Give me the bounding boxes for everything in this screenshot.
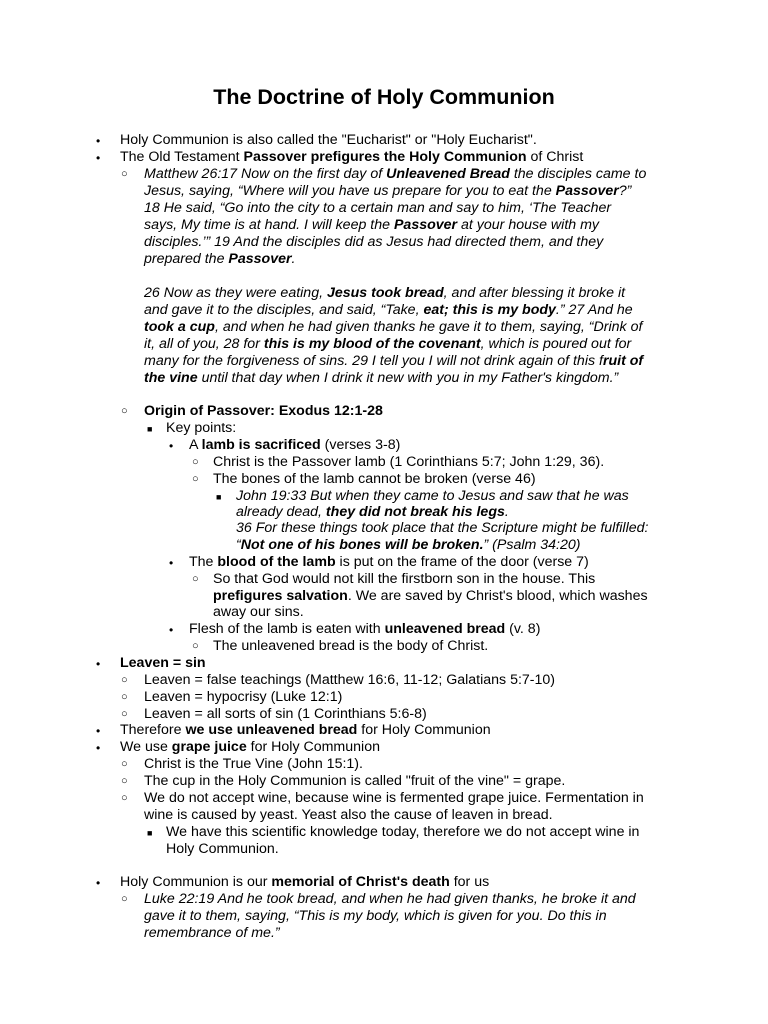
list-item: Holy Communion. (166, 841, 279, 857)
list-item: A lamb is sacrificed (verses 3-8) (189, 437, 401, 453)
quote-line: prepared the Passover. (144, 251, 296, 267)
quote-line: 26 Now as they were eating, Jesus took bread, and after blessing it broke it (144, 285, 626, 301)
page-title: The Doctrine of Holy Communion (213, 85, 555, 109)
list-item: We have this scientific knowledge today, therefore we do not accept wine in (166, 824, 640, 840)
bullet-marker: • (169, 623, 174, 637)
list-item: So that God would not kill the firstborn son in the house. This (213, 571, 596, 587)
quote-line: it, all of you, 28 for this is my blood of the covenant, which is poured out for (144, 336, 632, 352)
circle-marker: ○ (121, 893, 128, 905)
list-item: We do not accept wine, because wine is fermented grape juice. Fermentation in (144, 790, 644, 806)
bullet-marker: • (96, 724, 101, 738)
bullet-marker: • (169, 556, 174, 570)
circle-marker: ○ (121, 758, 128, 770)
list-item: The blood of the lamb is put on the frame of the door (verse 7) (189, 554, 589, 570)
quote-line: 18 He said, “Go into the city to a certain man and say to him, ‘The Teacher (144, 200, 612, 216)
circle-marker: ○ (192, 640, 199, 652)
bullet-marker: • (96, 876, 101, 890)
quote-line: “Not one of his bones will be broken.” (Psalm 34:20) (236, 537, 581, 553)
circle-marker: ○ (121, 405, 128, 417)
circle-marker: ○ (192, 473, 199, 485)
quote-line: remembrance of me.” (144, 925, 280, 941)
section-heading: Origin of Passover: Exodus 12:1-28 (144, 403, 383, 419)
circle-marker: ○ (121, 168, 128, 180)
quote-line: many for the forgiveness of sins. 29 I tell you I will not drink again of this fruit of (144, 353, 644, 369)
list-item: Key points: (166, 420, 237, 436)
list-item: We use grape juice for Holy Communion (120, 739, 380, 755)
circle-marker: ○ (121, 775, 128, 787)
bullet-marker: • (96, 657, 101, 671)
circle-marker: ○ (192, 456, 199, 468)
bullet-marker: • (96, 134, 101, 148)
quote-line: already dead, they did not break his legs. (236, 504, 509, 520)
circle-marker: ○ (121, 792, 128, 804)
list-item: Holy Communion is our memorial of Christ's death for us (120, 874, 490, 890)
bullet-marker: • (96, 151, 101, 165)
circle-marker: ○ (121, 708, 128, 720)
list-item: Therefore we use unleavened bread for Holy Communion (120, 722, 491, 738)
quote-line: Matthew 26:17 Now on the first day of Unleavened Bread the disciples came to (144, 166, 647, 182)
quote-line: says, My time is at hand. I will keep the Passover at your house with my (144, 217, 600, 233)
square-marker: ■ (147, 828, 153, 838)
list-item: The Old Testament Passover prefigures the Holy Communion of Christ (120, 149, 584, 165)
circle-marker: ○ (121, 691, 128, 703)
list-item: Leaven = hypocrisy (Luke 12:1) (144, 689, 343, 705)
quote-line: disciples.’” 19 And the disciples did as Jesus had directed them, and they (144, 234, 604, 250)
circle-marker: ○ (192, 573, 199, 585)
circle-marker: ○ (121, 674, 128, 686)
list-item: The unleavened bread is the body of Christ. (213, 638, 489, 654)
section-heading: Leaven = sin (120, 655, 206, 671)
list-item: Leaven = all sorts of sin (1 Corinthians 5:6-8) (144, 706, 427, 722)
quote-line: Luke 22:19 And he took bread, and when he had given thanks, he broke it and (144, 891, 636, 907)
quote-line: and gave it to the disciples, and said, “Take, eat; this is my body.” 27 And he (144, 302, 633, 318)
list-item: wine is caused by yeast. Yeast also the cause of leaven in bread. (144, 807, 553, 823)
list-item: away our sins. (213, 604, 304, 620)
bullet-marker: • (169, 439, 174, 453)
square-marker: ■ (147, 424, 153, 434)
list-item: prefigures salvation. We are saved by Christ's blood, which washes (213, 588, 648, 604)
quote-line: Jesus, saying, “Where will you have us prepare for you to eat the Passover?” (144, 183, 632, 199)
quote-line: the vine until that day when I drink it new with you in my Father's kingdom.” (144, 370, 619, 386)
list-item: The cup in the Holy Communion is called "fruit of the vine" = grape. (144, 773, 566, 789)
list-item: Christ is the True Vine (John 15:1). (144, 756, 363, 772)
quote-line: John 19:33 But when they came to Jesus and saw that he was (236, 488, 629, 504)
bullet-marker: • (96, 741, 101, 755)
square-marker: ■ (216, 492, 222, 502)
list-item: Leaven = false teachings (Matthew 16:6, 11-12; Galatians 5:7-10) (144, 672, 556, 688)
list-item: Christ is the Passover lamb (1 Corinthians 5:7; John 1:29, 36). (213, 454, 605, 470)
list-item: Flesh of the lamb is eaten with unleavened bread (v. 8) (189, 621, 541, 637)
quote-line: gave it to them, saying, “This is my body, which is given for you. Do this in (144, 908, 607, 924)
quote-line: 36 For these things took place that the Scripture might be fulfilled: (236, 520, 649, 536)
list-item: Holy Communion is also called the "Eucharist" or "Holy Eucharist". (120, 132, 537, 148)
quote-line: took a cup, and when he had given thanks he gave it to them, saying, “Drink of (144, 319, 643, 335)
list-item: The bones of the lamb cannot be broken (verse 46) (213, 471, 536, 487)
